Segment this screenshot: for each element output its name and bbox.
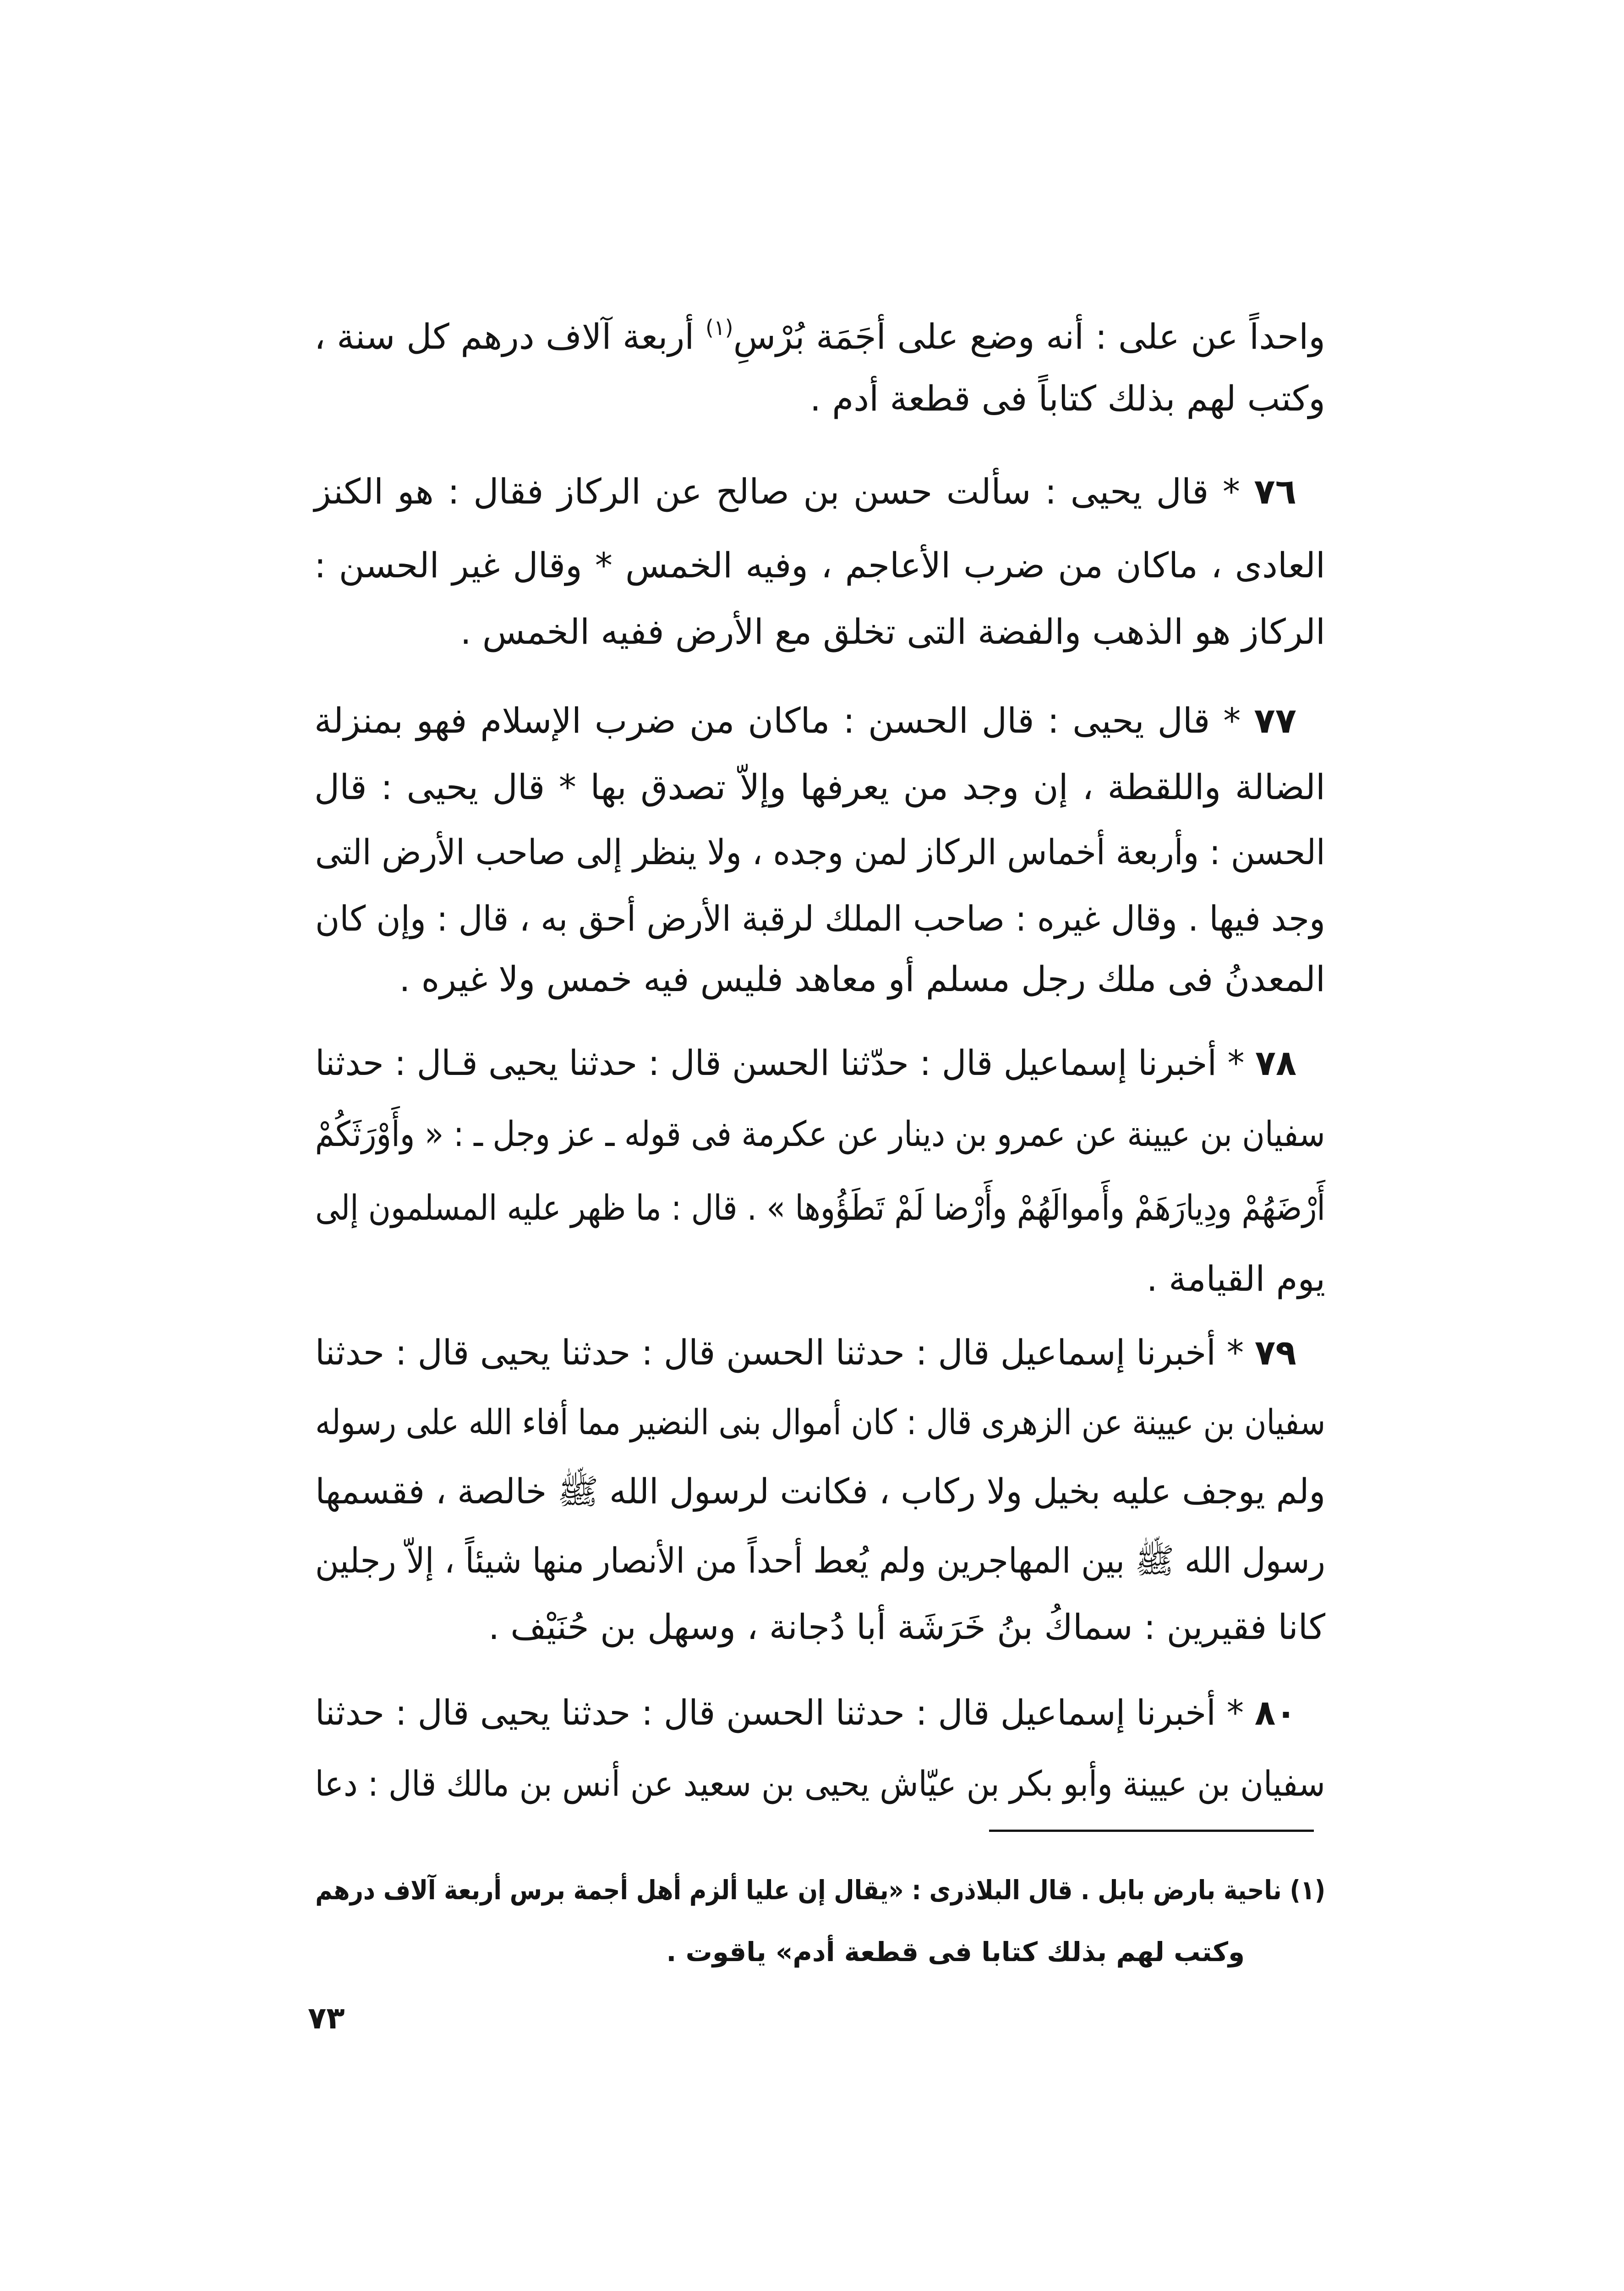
text-line xyxy=(314,1752,1325,1816)
line-text: الركاز هو الذهب والفضة التى تخلق مع الأرض ففيه الخمس . xyxy=(460,611,1325,652)
text-line xyxy=(314,1390,1325,1454)
text-line xyxy=(314,460,1296,524)
footnote-reference: (١) xyxy=(705,315,733,340)
line-text: المعدنُ فى ملك رجل مسلم أو معاهد فليس فيه خمس ولا غيره . xyxy=(399,959,1325,999)
line-content xyxy=(314,471,1296,512)
text-line xyxy=(314,367,1325,431)
text-line xyxy=(314,305,1325,369)
paragraph-marker: * xyxy=(1226,1332,1244,1373)
page-number: ٧٣ xyxy=(308,2001,345,2036)
line-text: أخبرنا إسماعيل قال : حدثنا الحسن قال : حدثنا يحيى قال : حدثنا xyxy=(315,1692,1216,1733)
line-content xyxy=(314,316,1325,357)
line-text: ناحية بارض بابل . قال البلاذرى : «يقال إن عليا ألزم أهل أجمة برس أربعة آلاف درهم xyxy=(315,1874,1282,1906)
line-text: سفيان بن عيينة عن عمرو بن دينار عن عكرمة فى قوله ـ عز وجل ـ : « وأَوْرَثَكُمْ xyxy=(315,1113,1325,1154)
line-text: أخبرنا إسماعيل قال : حدّثنا الحسن قال : حدثنا يحيى قـال : حدثنا xyxy=(315,1042,1217,1083)
paragraph-number: ٧٦ xyxy=(1254,471,1296,512)
line-content xyxy=(315,1321,1296,1385)
text-line xyxy=(314,1595,1325,1659)
line-content xyxy=(315,1031,1296,1095)
line-text: وجد فيها . وقال غيره : صاحب الملك لرقبة الأرض أحق به ، قال : وإن كان xyxy=(315,898,1325,939)
line-text: سفيان بن عيينة عن الزهرى قال : كان أموال بنى النضير مما أفاء الله على رسوله xyxy=(315,1402,1325,1442)
footnote-line xyxy=(314,1927,1245,1977)
line-text: واحداً عن على : أنه وضع على أجَمَة بُرْسِ xyxy=(733,316,1325,357)
line-content xyxy=(314,700,1296,741)
line-text: الضالة واللقطة ، إن وجد من يعرفها وإلاّ تصدق بها * قال يحيى : قال xyxy=(314,767,1325,807)
line-text: العادى ، ماكان من ضرب الأعاجم ، وفيه الخمس * وقال غير الحسن : xyxy=(314,545,1325,586)
line-text: أَرْضَهُمْ ودِيارَهَمْ وأَموالَهُمْ وأَرْضا لَمْ تَطَؤُوها » . قال : ما ظهر عليه المسلمون إلى xyxy=(315,1187,1325,1228)
line-content xyxy=(315,1681,1296,1745)
paragraph-marker: * xyxy=(1223,700,1241,741)
text-line xyxy=(314,600,1325,664)
footnote-separator xyxy=(989,1830,1314,1832)
text-line xyxy=(314,1102,1325,1166)
paragraph-marker: * xyxy=(1226,1692,1244,1733)
line-text: يوم القيامة . xyxy=(1146,1258,1325,1299)
text-line xyxy=(314,1321,1296,1385)
text-line xyxy=(314,689,1296,753)
text-line xyxy=(314,947,1325,1011)
text-line xyxy=(314,533,1325,597)
text-line xyxy=(314,1529,1325,1593)
line-text: وكتب لهم بذلك كتاباً فى قطعة أدم . xyxy=(809,378,1325,419)
paragraph-number: ٨٠ xyxy=(1254,1692,1296,1733)
paragraph-marker: * xyxy=(1227,1042,1245,1083)
line-text: قال يحيى : سألت حسن بن صالح عن الركاز فقال : هو الكنز xyxy=(314,471,1209,512)
line-text: الحسن : وأربعة أخماس الركاز لمن وجده ، ولا ينظر إلى صاحب الأرض التى xyxy=(315,832,1325,872)
line-text: رسول الله ﷺ بين المهاجرين ولم يُعط أحداً من الأنصار منها شيئاً ، إلاّ رجلين xyxy=(315,1540,1325,1581)
line-text: سفيان بن عيينة وأبو بكر بن عيّاش يحيى بن سعيد عن أنس بن مالك قال : دعا xyxy=(315,1763,1325,1804)
line-text: وكتب لهم بذلك كتابا فى قطعة أدم» ياقوت . xyxy=(666,1936,1245,1968)
text-line xyxy=(314,1247,1325,1311)
line-text: ولم يوجف عليه بخيل ولا ركاب ، فكانت لرسول الله ﷺ خالصة ، فقسمها xyxy=(315,1471,1325,1512)
text-line xyxy=(314,1459,1325,1524)
text-line xyxy=(314,820,1325,884)
text-line xyxy=(314,1681,1296,1745)
line-content xyxy=(315,1865,1325,1915)
line-text: كانا فقيرين : سماكُ بنُ خَرَشَة أبا دُجانة ، وسهل بن حُنَيْف . xyxy=(488,1606,1325,1647)
text-line xyxy=(314,887,1325,951)
line-text: أخبرنا إسماعيل قال : حدثنا الحسن قال : حدثنا يحيى قال : حدثنا xyxy=(315,1332,1216,1373)
footnote-number: (١) xyxy=(1290,1874,1325,1906)
line-text: أربعة آلاف درهم كل سنة ، xyxy=(314,316,694,357)
footnote-line xyxy=(314,1865,1325,1915)
paragraph-number: ٧٩ xyxy=(1254,1332,1296,1373)
paragraph-marker: * xyxy=(1222,471,1240,512)
line-text: قال يحيى : قال الحسن : ماكان من ضرب الإسلام فهو بمنزلة xyxy=(314,700,1210,741)
paragraph-number: ٧٨ xyxy=(1255,1042,1296,1083)
paragraph-number: ٧٧ xyxy=(1254,700,1296,741)
text-line xyxy=(314,1031,1296,1095)
text-line xyxy=(314,1176,1325,1240)
text-line xyxy=(314,755,1325,819)
